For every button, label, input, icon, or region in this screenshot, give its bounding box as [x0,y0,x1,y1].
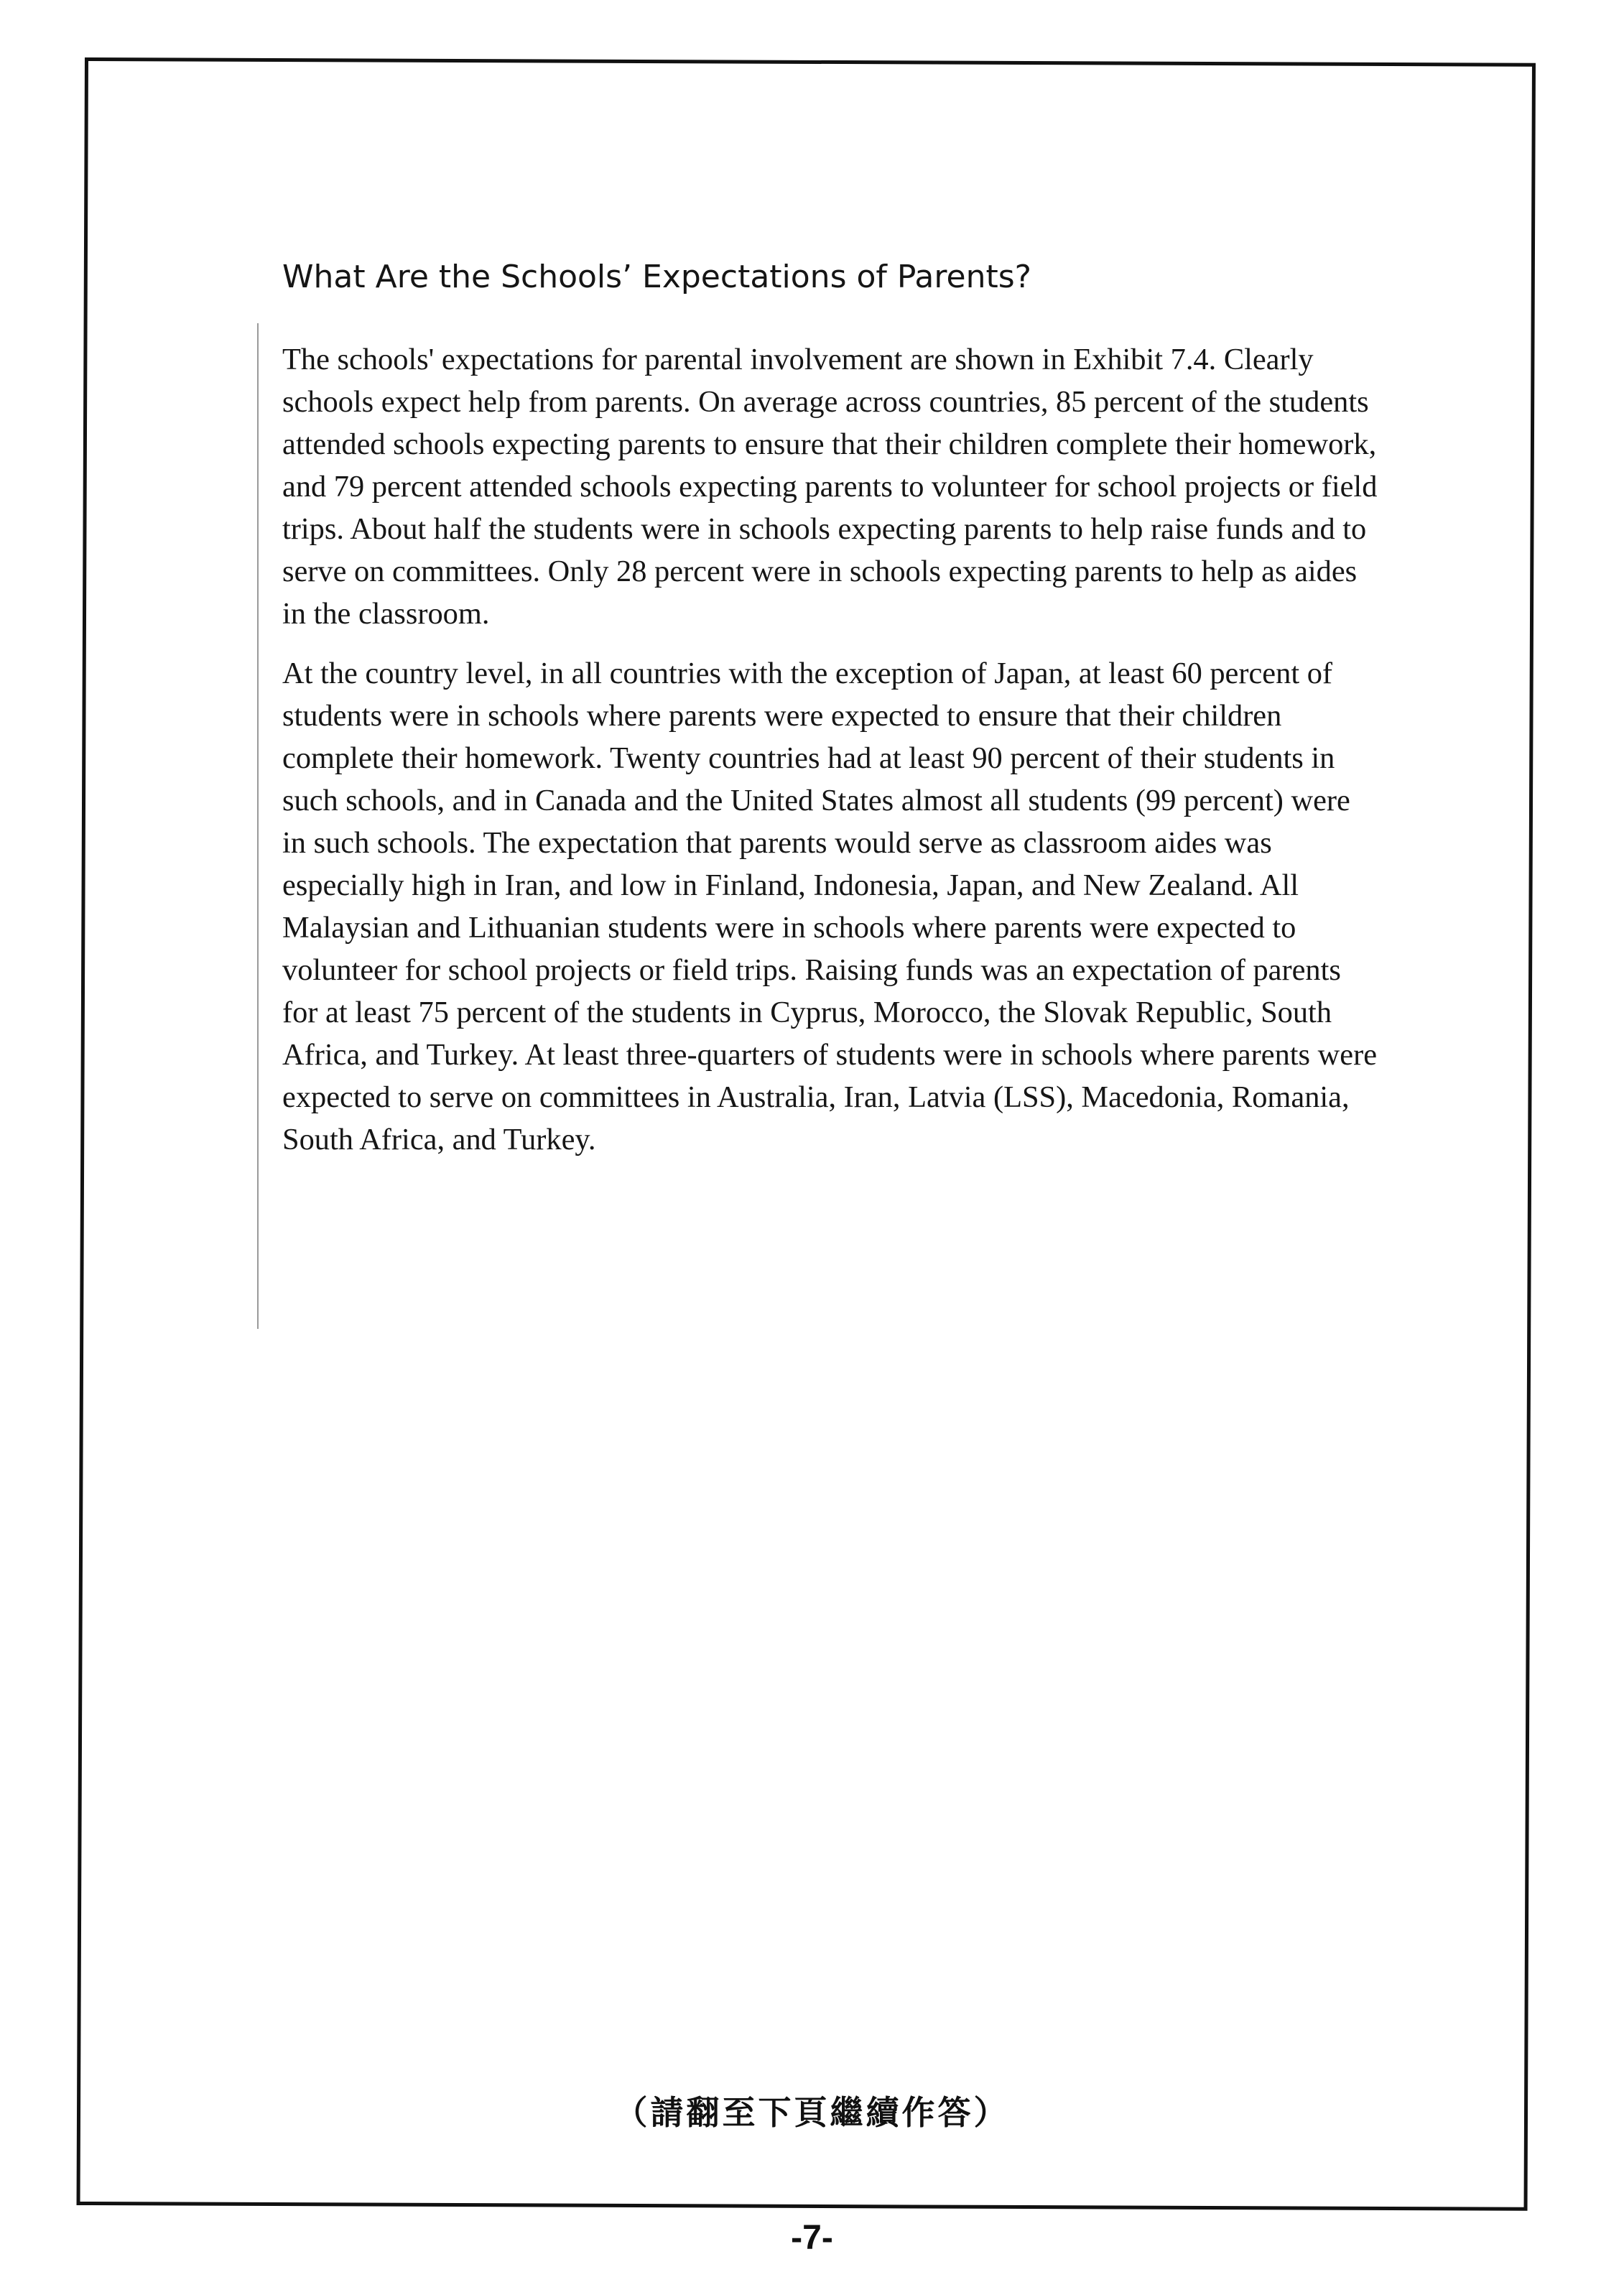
document-body [282,259,1381,1178]
section-heading: What Are the Schools’ Expectations of Parents? [282,259,1032,295]
margin-rule [257,323,259,1329]
continue-instruction: （請翻至下頁繼續作答） [614,2093,1010,2132]
paragraph-1: The schools' expectations for parental involvement are shown in Exhibit 7.4. Clearly schools expect help from parents. On average across countries, 85 percent of the students attended schools expecting parents to ensure that their children complete their homework, and 79 percent attended schools expecting parents to volunteer for school projects or field trips. About half the students were in schools expecting parents to help raise funds and to serve on committees. Only 28 percent were in schools expecting parents to help as aides in the classroom. [282,343,1378,631]
paragraph-2: At the country level, in all countries with the exception of Japan, at least 60 percent of students were in schools where parents were expected to ensure that their children complete their homework. Twenty countries had at least 90 percent of their students in such schools, and in Canada and the United States almost all students (99 percent) were in such schools. The expectation that parents would serve as classroom aides was especially high in Iran, and low in Finland, Indonesia, Japan, and New Zealand. All Malaysian and Lithuanian students were in schools where parents were expected to volunteer for school projects or field trips. Raising funds was an expectation of parents for at least 75 percent of the students in Cyprus, Morocco, the Slovak Republic, South Africa, and Turkey. At least three-quarters of students were in schools where parents were expected to serve on committees in Australia, Iran, Latvia (LSS), Macedonia, Romania, South Africa, and Turkey. [282,657,1378,1156]
page-number: -7- [791,2219,833,2257]
